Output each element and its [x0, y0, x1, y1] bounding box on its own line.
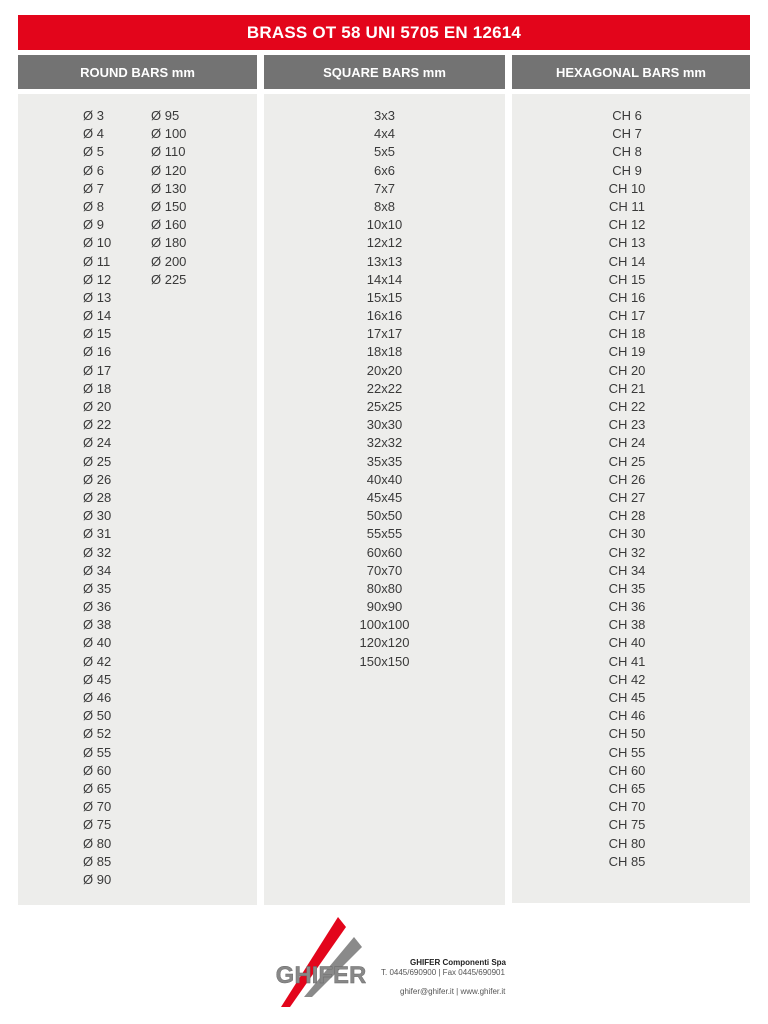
list-item: 60x60: [366, 544, 403, 560]
list-item: Ø 10: [83, 235, 112, 251]
list-item: CH 36: [608, 599, 646, 615]
list-item: CH 70: [608, 799, 646, 815]
list-item: Ø 17: [83, 362, 112, 378]
company-web: ghifer@ghifer.it | www.ghifer.it: [400, 987, 506, 996]
list-item: CH 85: [608, 853, 646, 869]
list-item: 12x12: [366, 235, 403, 251]
list-item: Ø 16: [83, 344, 112, 360]
list-item: Ø 8: [83, 198, 104, 214]
list-item: 70x70: [366, 562, 403, 578]
round-bars-list-2: [151, 107, 186, 289]
list-item: Ø 200: [151, 253, 187, 269]
list-item: Ø 24: [83, 435, 112, 451]
list-item: Ø 40: [83, 635, 112, 651]
list-item: Ø 45: [83, 671, 112, 687]
list-item: Ø 31: [83, 526, 112, 542]
list-item: Ø 130: [151, 180, 187, 196]
list-item: CH 27: [608, 489, 646, 505]
list-item: CH 30: [608, 526, 646, 542]
list-item: Ø 11: [83, 253, 111, 269]
list-item: CH 26: [608, 471, 646, 487]
list-item: 3x3: [374, 108, 395, 123]
page-title: BRASS OT 58 UNI 5705 EN 12614: [18, 15, 750, 50]
list-item: Ø 6: [83, 162, 104, 178]
list-item: CH 12: [608, 217, 646, 233]
list-item: 16x16: [366, 308, 403, 324]
hexagonal-bars-header: HEXAGONAL BARS mm: [512, 55, 750, 89]
list-item: 50x50: [366, 508, 403, 524]
list-item: Ø 180: [151, 235, 187, 251]
list-item: 25x25: [366, 399, 403, 414]
list-item: CH 11: [609, 198, 645, 214]
square-bars-header: SQUARE BARS mm: [264, 55, 505, 89]
list-item: Ø 55: [83, 744, 112, 760]
list-item: CH 7: [612, 126, 642, 142]
list-item: CH 45: [608, 690, 646, 705]
list-item: Ø 4: [83, 126, 104, 142]
list-item: 100x100: [359, 617, 410, 633]
list-item: CH 9: [612, 162, 642, 178]
list-item: CH 60: [608, 762, 646, 778]
list-item: 35x35: [366, 453, 403, 469]
list-item: CH 21: [608, 380, 646, 396]
list-item: Ø 22: [83, 417, 112, 433]
list-item: CH 41: [608, 653, 646, 669]
list-item: 7x7: [374, 180, 395, 196]
hexagonal-bars-list: [512, 107, 742, 871]
list-item: 6x6: [374, 162, 395, 178]
list-item: Ø 65: [83, 780, 112, 796]
list-item: 15x15: [366, 289, 403, 305]
list-item: CH 22: [608, 399, 646, 414]
list-item: CH 18: [608, 326, 646, 342]
list-item: Ø 26: [83, 471, 112, 487]
list-item: 40x40: [366, 471, 403, 487]
list-item: Ø 150: [151, 198, 187, 214]
list-item: Ø 80: [83, 835, 112, 851]
list-item: Ø 32: [83, 544, 112, 560]
list-item: CH 34: [608, 562, 646, 578]
ghifer-logo: [276, 915, 366, 1007]
list-item: Ø 15: [83, 326, 112, 342]
list-item: 5x5: [374, 144, 395, 160]
list-item: Ø 14: [83, 308, 112, 324]
list-item: CH 17: [608, 308, 646, 324]
list-item: Ø 60: [83, 762, 112, 778]
list-item: 4x4: [374, 126, 395, 142]
round-bars-panel: [18, 94, 257, 905]
list-item: Ø 90: [83, 871, 112, 887]
list-item: CH 38: [608, 617, 646, 633]
list-item: 45x45: [366, 489, 403, 505]
square-bars-panel: [264, 94, 505, 905]
list-item: CH 32: [608, 544, 646, 560]
list-item: CH 75: [608, 817, 646, 833]
list-item: Ø 110: [151, 144, 186, 160]
list-item: CH 46: [608, 708, 646, 724]
list-item: Ø 12: [83, 271, 112, 287]
list-item: Ø 36: [83, 599, 112, 615]
list-item: 20x20: [366, 362, 403, 378]
list-item: 8x8: [374, 198, 395, 214]
list-item: 32x32: [366, 435, 403, 451]
list-item: Ø 28: [83, 489, 112, 505]
list-item: 13x13: [366, 253, 403, 269]
list-item: CH 55: [608, 744, 646, 760]
list-item: Ø 25: [83, 453, 112, 469]
list-item: Ø 38: [83, 617, 112, 633]
list-item: Ø 70: [83, 799, 112, 815]
logo-wordmark: GHIFER: [276, 962, 366, 989]
list-item: CH 80: [608, 835, 646, 851]
list-item: CH 6: [612, 108, 642, 123]
list-item: 18x18: [366, 344, 403, 360]
list-item: 30x30: [366, 417, 403, 433]
list-item: Ø 50: [83, 708, 112, 724]
list-item: Ø 42: [83, 653, 112, 669]
list-item: Ø 120: [151, 162, 187, 178]
list-item: Ø 52: [83, 726, 112, 742]
list-item: Ø 34: [83, 562, 112, 578]
list-item: CH 10: [608, 180, 646, 196]
list-item: CH 35: [608, 580, 646, 596]
list-item: Ø 20: [83, 399, 112, 414]
list-item: CH 25: [608, 453, 646, 469]
list-item: 120x120: [359, 635, 410, 651]
list-item: CH 50: [608, 726, 646, 742]
list-item: Ø 3: [83, 108, 104, 123]
list-item: 14x14: [366, 271, 403, 287]
company-phone: T. 0445/690900 | Fax 0445/690901: [381, 968, 505, 977]
list-item: Ø 160: [151, 217, 187, 233]
list-item: CH 65: [608, 780, 646, 796]
list-item: Ø 225: [151, 271, 187, 287]
list-item: 22x22: [366, 380, 403, 396]
list-item: Ø 85: [83, 853, 112, 869]
list-item: Ø 9: [83, 217, 104, 233]
list-item: CH 23: [608, 417, 646, 433]
list-item: Ø 35: [83, 580, 112, 596]
list-item: Ø 30: [83, 508, 112, 524]
list-item: Ø 46: [83, 690, 112, 705]
list-item: CH 20: [608, 362, 646, 378]
list-item: CH 24: [608, 435, 646, 451]
list-item: CH 14: [608, 253, 646, 269]
list-item: 90x90: [366, 599, 403, 615]
round-bars-header: ROUND BARS mm: [18, 55, 257, 89]
list-item: Ø 75: [83, 817, 112, 833]
round-bars-list-1: [83, 107, 111, 889]
list-item: Ø 95: [151, 108, 180, 123]
footer: [0, 915, 768, 1024]
list-item: CH 19: [608, 344, 646, 360]
list-item: CH 15: [608, 271, 646, 287]
list-item: CH 16: [608, 289, 646, 305]
list-item: Ø 13: [83, 289, 112, 305]
square-bars-list: [264, 107, 505, 671]
list-item: Ø 100: [151, 126, 187, 142]
list-item: CH 8: [612, 144, 642, 160]
list-item: 10x10: [366, 217, 403, 233]
list-item: CH 28: [608, 508, 646, 524]
list-item: 80x80: [366, 580, 403, 596]
list-item: CH 40: [608, 635, 646, 651]
hexagonal-bars-panel: [512, 94, 750, 903]
list-item: Ø 5: [83, 144, 104, 160]
list-item: Ø 18: [83, 380, 112, 396]
list-item: 17x17: [366, 326, 403, 342]
list-item: 55x55: [366, 526, 403, 542]
company-name: GHIFER Componenti Spa: [410, 958, 506, 967]
list-item: CH 42: [608, 671, 646, 687]
list-item: Ø 7: [83, 180, 104, 196]
list-item: 150x150: [359, 653, 410, 669]
list-item: CH 13: [608, 235, 646, 251]
